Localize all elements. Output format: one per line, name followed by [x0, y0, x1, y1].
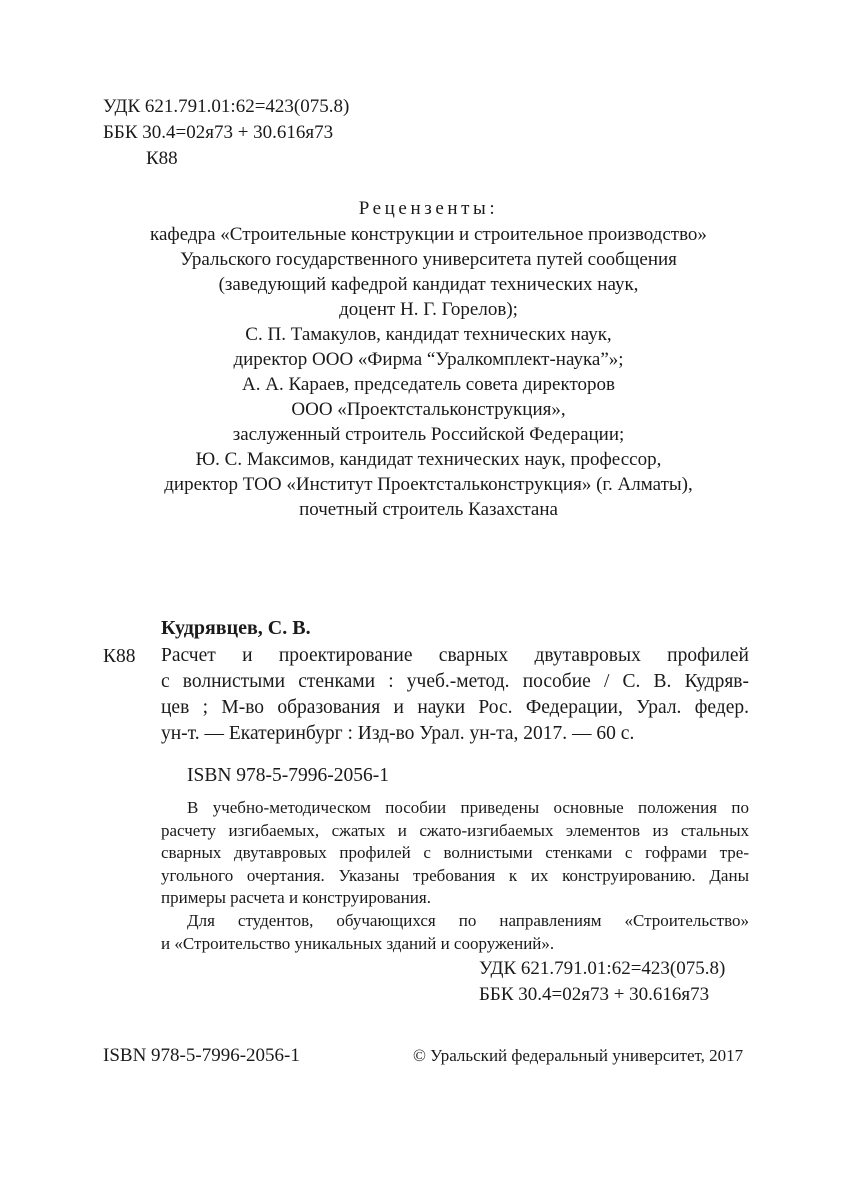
- footer-isbn: ISBN 978-5-7996-2056-1: [103, 1045, 300, 1066]
- abstract-line: сварных двутавровых профилей с волнистыми стенками с гофрами тре-: [161, 843, 749, 863]
- udk-code: УДК 621.791.01:62=423(075.8): [103, 96, 350, 117]
- reviewer-line: директор ТОО «Институт Проектстальконструкция» (г. Алматы),: [164, 474, 693, 495]
- entry-line: ун-т. — Екатеринбург : Изд-во Урал. ун-та, 2017. — 60 с.: [161, 723, 635, 744]
- entry-author: Кудрявцев, С. В.: [161, 617, 311, 639]
- entry-line: Расчет и проектирование сварных двутавровых профилей: [161, 645, 749, 666]
- abstract-line: и «Строительство уникальных зданий и сооружений».: [161, 933, 555, 953]
- reviewer-line: заслуженный строитель Российской Федерации;: [232, 424, 625, 445]
- abstract-line: угольного очертания. Указаны требования к их конструированию. Даны: [161, 865, 749, 885]
- reviewer-line: Уральского государственного университета путей сообщения: [180, 249, 677, 270]
- reviewer-line: С. П. Тамакулов, кандидат технических наук,: [245, 324, 612, 345]
- abstract-line: В учебно-методическом пособии приведены основные положения по: [187, 798, 749, 817]
- reviewers-title: Рецензенты:: [358, 198, 499, 219]
- author-mark: К88: [146, 148, 178, 169]
- abstract-line: Для студентов, обучающихся по направлениям «Строительство»: [187, 910, 749, 930]
- entry-line: с волнистыми стенками : учеб.-метод. пособие / С. В. Кудряв-: [161, 671, 749, 692]
- udk-code-bottom: УДК 621.791.01:62=423(075.8): [479, 958, 726, 979]
- reviewer-line: кафедра «Строительные конструкции и строительное производство»: [150, 224, 707, 245]
- bbk-code: ББК 30.4=02я73 + 30.616я73: [103, 122, 334, 143]
- entry-mark: К88: [103, 646, 136, 667]
- reviewer-line: А. А. Караев, председатель совета директоров: [242, 374, 615, 395]
- bibliographic-entry: [161, 643, 749, 747]
- abstract-block: [161, 797, 749, 955]
- bbk-code-bottom: ББК 30.4=02я73 + 30.616я73: [479, 984, 710, 1005]
- reviewer-line: (заведующий кафедрой кандидат технических наук,: [218, 274, 639, 295]
- reviewer-line: Ю. С. Максимов, кандидат технических наук, профессор,: [195, 449, 662, 470]
- reviewers-block: [0, 196, 857, 522]
- reviewer-line: директор ООО «Фирма “Уралкомплект-наука”»;: [233, 349, 624, 370]
- reviewer-line: ООО «Проектстальконструкция»,: [291, 399, 566, 420]
- reviewer-line: почетный строитель Казахстана: [299, 499, 558, 520]
- copyright-notice: © Уральский федеральный университет, 2017: [413, 1046, 744, 1065]
- reviewer-line: доцент Н. Г. Горелов);: [339, 299, 518, 320]
- abstract-line: расчету изгибаемых, сжатых и сжато-изгибаемых элементов из стальных: [161, 820, 749, 840]
- entry-isbn: ISBN 978-5-7996-2056-1: [187, 765, 390, 786]
- entry-line: цев ; М-во образования и науки Рос. Федерации, Урал. федер.: [161, 697, 749, 718]
- abstract-line: примеры расчета и конструирования.: [161, 888, 431, 908]
